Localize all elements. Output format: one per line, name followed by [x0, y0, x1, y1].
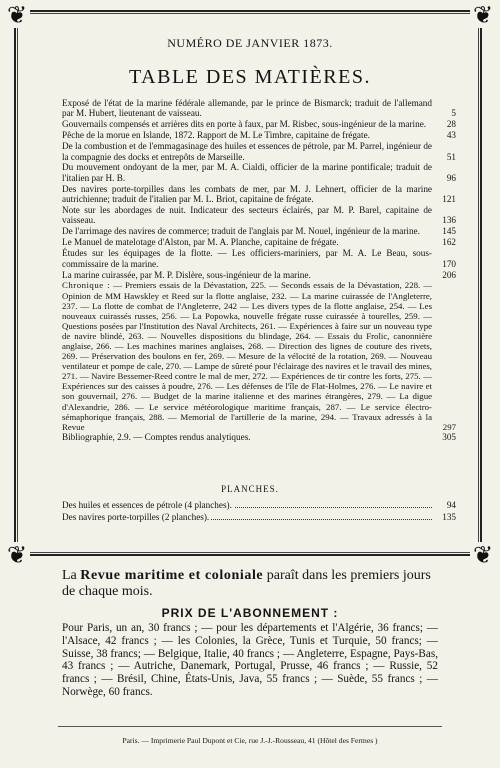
toc-entry-bibliographie[interactable] [62, 432, 456, 442]
toc-entry-text: De l'arrimage des navires de commerce; traduit de l'anglais par M. Nouel, ingénieur de la marine. [62, 226, 420, 237]
toc-entry[interactable] [62, 119, 456, 129]
toc-entry-text: Note sur les abordages de nuit. Indicateur des secteurs éclairés, par M. P. Barel, capitaine de vaisseau. [62, 205, 432, 226]
abonnement-heading: PRIX DE L'ABONNEMENT : [161, 606, 339, 620]
toc-entry-text: Du mouvement ondoyant de la mer, par M. A. Cialdi, officier de la marine pontificale; traduit de l'italien par H. B. [62, 162, 432, 183]
toc-entry-text: Gouvernails compensés et arrières dits en porte à faux, par M. Risbec, sous-ingénieur de la marine. [62, 119, 427, 130]
planche-text: Des huiles et essences de pétrole (4 planches). [62, 500, 232, 510]
issue-number: NUMÉRO DE JANVIER 1873. [167, 36, 333, 50]
toc-entry[interactable] [62, 141, 456, 162]
toc-entry[interactable] [62, 162, 456, 183]
toc-entry-page: 170 [442, 258, 456, 269]
revue-name: Revue maritime et coloniale [80, 568, 264, 583]
fleuron-icon: ❦ [470, 542, 496, 568]
toc-entry[interactable] [62, 205, 456, 226]
planches-heading: PLANCHES. [221, 484, 279, 494]
chronique-text: — Premiers essais de la Dévastation, 225. — Seconds essais de la Dévastation, 228. — Opinion de MM Hawskley et Reed sur la flotte anglaise, 232. — La marine cuirassée de l'Angleterre, 237. — La flotte de combat de l'Angleterre, 242 — Les divers types de la flotte anglaise, 254. — Les nouveaux cuirassés russes, 256. — La Popowka, nouvelle frégate russe cuirassée à tourelles, 259. — Questions posées par l'Institution des Naval Architects, 261. — Expériences à faire sur un nouveau type de navire blindé, 263. — Nouvelles dispositions du blindage, 264. — Essais du Frolic, canonnière anglaise, 266. — Les machines marines anglaises, 268. — Direction des lignes de couture des rivets, 269. — Préservation des boulons en fer, 269. — Mesure de la vélocité de la rotation, 269. — Nouveau ventilateur et pompe de cale, 270. — Lampe de sûreté pour l'éclairage des navires et le travail des mines, 271. — Navire Bessemer-Reed contre le mal de mer, 272. — Expériences de tir contre les forts, 275. — Expériences sur des caisses à poudre, 276. — Les défenses de l'île de Flat-Holmes, 276. — Le navire et son gouvernail, 276. — Budget de la marine italienne et des marines étrangères, 279. — La digue d'Alexandrie, 286. — Le service météorologique maritime français, 287. — Le service électro-sémaphorique français, 288. — Memorial de l'artillerie de la marine, 294. — Travaux adressés à la Revue [62, 280, 433, 432]
toc-entry[interactable] [62, 270, 456, 280]
divider [58, 726, 442, 727]
announcement-suffix: paraît dans les premiers jours de chaque mois. [62, 568, 431, 599]
toc-entry-page: 28 [446, 119, 456, 130]
planche-item[interactable] [62, 512, 456, 523]
toc-entry-page: 96 [446, 172, 456, 183]
toc-entry-page: 51 [446, 151, 456, 162]
toc-entry-page: 305 [442, 431, 456, 442]
toc-entry-page: 206 [442, 269, 456, 280]
toc-entry-text: Des navires porte-torpilles dans les combats de mer, par M. J. Lehnert, officier de la marine autrichienne; traduit de l'italien par M. L. Briot, capitaine de frégate. [62, 183, 432, 205]
fleuron-icon: ❦ [4, 542, 30, 568]
page-title: TABLE DES MATIÈRES. [129, 66, 371, 88]
chronique-label: Chronique : [62, 280, 111, 291]
abonnement-text: Pour Paris, un an, 30 francs ; — pour les départements et l'Algérie, 36 francs; — l'Alsace, 42 francs ; — les Colonies, la Grèce, Tunis et Turquie, 50 francs; — Suisse, 38 francs; — Belgique, Italie, 40 francs ; — Angleterre, Espagne, Pays-Bas, 43 francs ; — Autriche, Danemark, Portugal, Prusse, 46 francs ; — Russie, 52 francs ; — Brésil, Chine, États-Unis, Java, 55 francs ; — Suède, 55 francs ; — Norwège, 60 francs. [62, 622, 438, 698]
toc-entry-text: Le Manuel de matelotage d'Alston, par M. A. Planche, capitaine de frégate. [62, 237, 339, 248]
toc-entry-text: Études sur les équipages de la flotte. — Les officiers-mariniers, par M. A. Le Beau, sous-commissaire de la marine. [62, 248, 432, 269]
planche-page: 94 [446, 500, 456, 510]
toc-entry-text: Pêche de la morue en Islande, 1872. Rapport de M. Le Timbre, capitaine de frégate. [62, 130, 370, 141]
toc-entry[interactable] [62, 98, 456, 119]
table-of-contents [62, 98, 456, 443]
toc-entry[interactable] [62, 184, 456, 205]
toc-entry[interactable] [62, 130, 456, 140]
toc-entry-page: 136 [442, 215, 456, 226]
toc-entry-text: De la combustion et de l'emmagasinage des huiles et essences de pétrole, par M. Parrel, ingénieur de la compagnie des docks et entrepôts de Marseille. [62, 141, 432, 162]
toc-entry-text: Exposé de l'état de la marine fédérale allemande, par le prince de Bismarck; traduit de l'allemand par M. Hubert, lieutenant de vaisseau. [62, 98, 432, 119]
toc-entry-page: 5 [451, 108, 456, 119]
toc-entry-page: 145 [442, 226, 456, 237]
toc-entry-page: 121 [442, 194, 456, 205]
fleuron-icon: ❦ [4, 2, 30, 28]
planche-page: 135 [442, 512, 456, 522]
planche-item[interactable] [62, 500, 456, 511]
chronique-entry[interactable] [62, 280, 456, 431]
toc-entry[interactable] [62, 248, 456, 269]
toc-entry-text: Bibliographie, 2.9. — Comptes rendus analytiques. [62, 431, 251, 442]
toc-entry[interactable] [62, 237, 456, 247]
toc-entry[interactable] [62, 226, 456, 236]
announcement-prefix: La [62, 568, 77, 583]
revue-announcement [62, 568, 438, 600]
toc-entry-page: 43 [446, 130, 456, 141]
planche-text: Des navires porte-torpilles (2 planches). [62, 512, 210, 522]
fleuron-icon: ❦ [470, 2, 496, 28]
toc-entry-page: 162 [442, 237, 456, 248]
chronique-page: 297 [442, 421, 456, 432]
imprint: Paris. — Imprimerie Paul Dupont et Cie, rue J.-J.-Rousseau, 41 (Hôtel des Fermes ) [122, 736, 378, 745]
toc-entry-text: La marine cuirassée, par M. P. Dislère, sous-ingénieur de la marine. [62, 269, 311, 280]
